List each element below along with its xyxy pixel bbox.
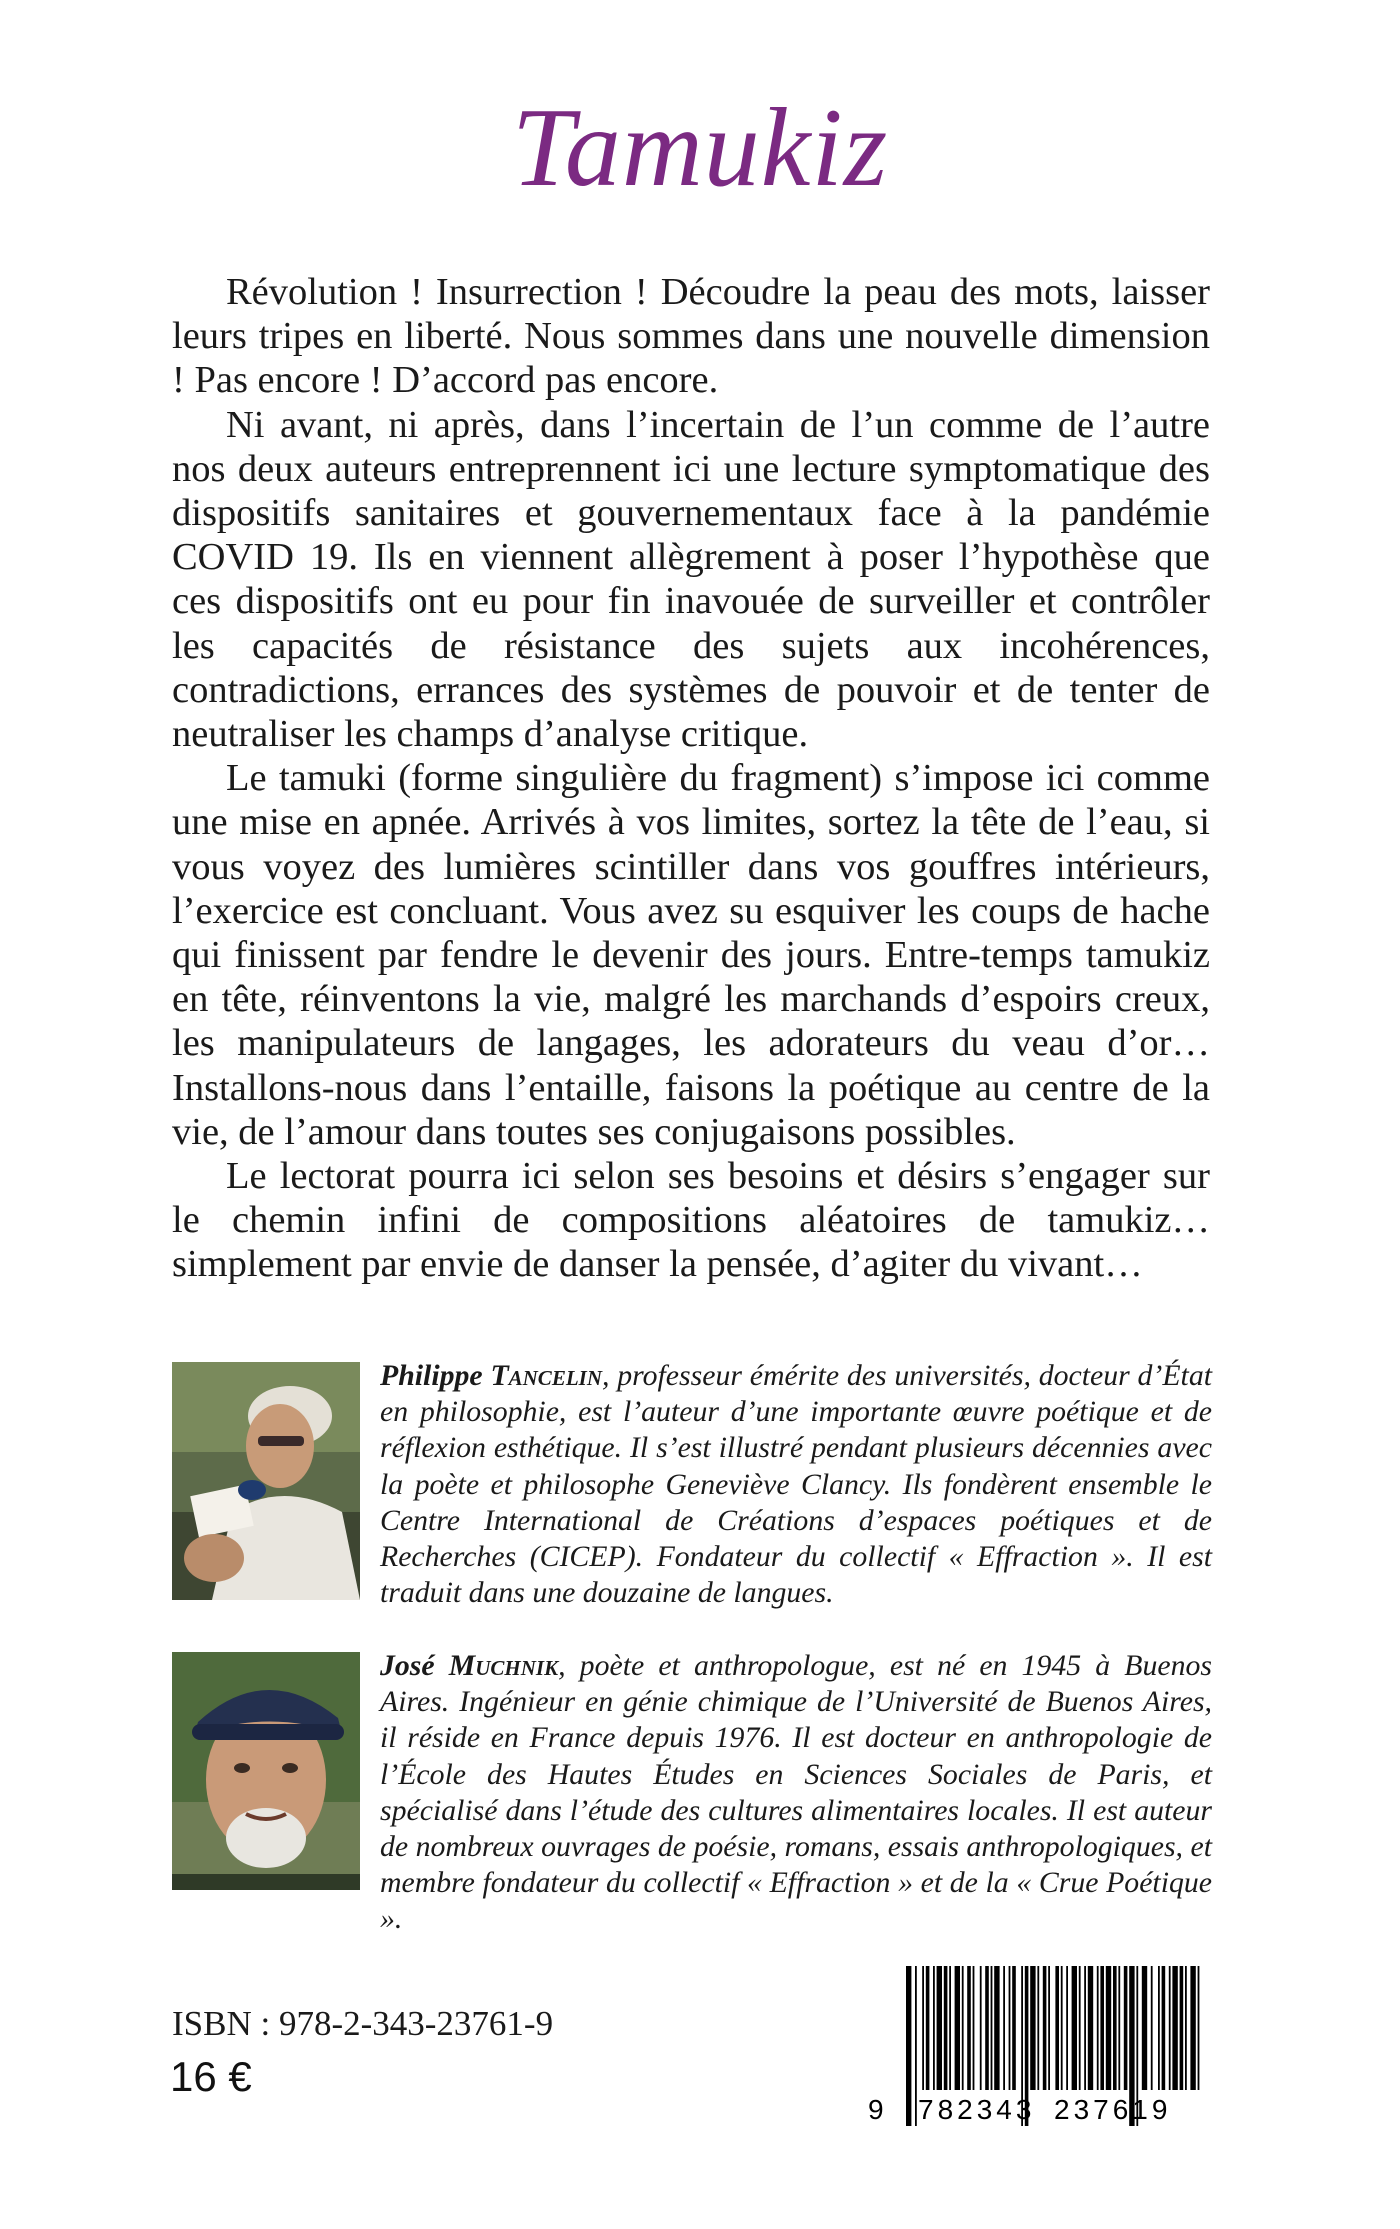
barcode-bar [962, 1966, 964, 2090]
barcode-bar [1169, 1966, 1171, 2090]
barcode-bar [1113, 1966, 1117, 2090]
barcode-bar [1198, 1966, 1200, 2090]
author-bio-text [380, 1648, 1212, 1938]
barcode-bar [955, 1966, 960, 2090]
barcode-bar [1043, 1966, 1047, 2090]
barcode-bar [1190, 1966, 1195, 2090]
barcode-bar [944, 1966, 948, 2090]
book-title: Tamukiz [511, 86, 889, 210]
barcode-bar [994, 1966, 999, 2090]
barcode-bar [933, 1966, 935, 2090]
barcode-bar [1037, 1966, 1039, 2090]
barcode-bar [1172, 1966, 1177, 2090]
author-first-name: Philippe [380, 1359, 483, 1392]
author-photo-muchnik [172, 1652, 360, 1890]
barcode-bar [991, 1966, 993, 2090]
blurb-paragraph: Le lectorat pourra ici selon ses besoins et désirs s’engager sur le chemin infini de compositions aléatoires de tamukiz… simplement par envie de danser la pensée, d’agiter du vivant… [172, 1155, 1210, 1286]
barcode-bar [1151, 1966, 1153, 2090]
barcode-bar [1100, 1966, 1104, 2090]
barcode-bar [906, 1966, 911, 2126]
barcode-bar [1084, 1966, 1086, 2090]
author-bio-description: , poète et anthropologue, est né en 1945 à Buenos Aires. Ingénieur en génie chimique de l’Université de Buenos Aires, il réside en France depuis 1976. Il est docteur en anthropologie de l’École des Hautes Études en Sciences Sociales de Paris, et spécialisé dans l’étude des cultures alimentaires locales. Il est auteur de nombreux ouvrages de poésie, romans, essais anthropologiques, et membre fondateur du collectif « Effraction » et de la « Crue Poétique ». [380, 1649, 1213, 1936]
barcode-bar [926, 1966, 930, 2090]
barcode-bar [1180, 1966, 1184, 2090]
barcode-bar [973, 1966, 975, 2090]
barcode-bar [1048, 1966, 1050, 2090]
barcode-digits-right: 237619 [1054, 2094, 1172, 2125]
barcode-bar [1072, 1966, 1077, 2090]
barcode-bar [1009, 1966, 1011, 2090]
barcode-bar [967, 1966, 971, 2090]
barcode-bar [1088, 1966, 1093, 2090]
barcode-bar [980, 1966, 982, 2090]
barcode-bar [922, 1966, 924, 2090]
barcode-bar [1003, 1966, 1005, 2090]
barcode-bar [915, 1966, 917, 2126]
barcode-digits-left: 782343 [918, 2094, 1036, 2125]
price: 16 € [170, 2053, 252, 2100]
author-bio-description: , professeur émérite des universités, docteur d’État en philosophie, est l’auteur d’une importante œuvre poétique et de réflexion esthétique. Il s’est illustré pendant plusieurs décennies avec la poète et philosophe Geneviève Clancy. Ils fondèrent ensemble le Centre International de Créations d’espaces poétiques et de Recherches (CICEP). Fondateur du collectif « Effraction ». Il est traduit dans une douzaine de langues. [380, 1359, 1212, 1610]
barcode-bar [1142, 1966, 1147, 2090]
barcode-bar [1106, 1966, 1111, 2090]
barcode-bar [949, 1966, 951, 2090]
author-bio-tancelin [172, 1359, 1212, 1610]
back-cover-blurb [172, 270, 1210, 1287]
isbn: ISBN : 978-2-343-23761-9 [172, 2004, 554, 2043]
barcode-bar [1158, 1966, 1160, 2090]
barcode-bar [1118, 1966, 1120, 2090]
blurb-paragraph: Révolution ! Insurrection ! Découdre la peau des mots, laisser leurs tripes en liberté. Nous sommes dans une nouvelle dimension ! Pas encore ! D’accord pas encore. [172, 271, 1210, 402]
barcode-first-digit: 9 [868, 2094, 888, 2125]
blurb-paragraph: Ni avant, ni après, dans l’incertain de l’un comme de l’autre nos deux auteurs entreprennent ici une lecture symptomatique des dispositifs sanitaires et gouvernementaux face à la pandémie COVID 19. Ils en viennent allègrement à poser l’hypothèse que ces dispositifs ont eu pour fin inavouée de surveiller et contrôler les capacités de résistance des sujets aux incohérences, contradictions, errances des systèmes de pouvoir et de tenter de neutraliser les champs d’analyse critique. [172, 403, 1210, 756]
barcode-bar [1055, 1966, 1059, 2090]
barcode-bar [937, 1966, 942, 2090]
barcode-bar [985, 1966, 989, 2090]
barcode-bar [1061, 1966, 1063, 2090]
barcode-bar [1030, 1966, 1035, 2090]
barcode-bar [1079, 1966, 1081, 2090]
author-bio-muchnik [172, 1649, 1213, 1936]
barcode-bar [1012, 1966, 1016, 2090]
author-photo-tancelin [172, 1362, 360, 1600]
barcode-bar [1066, 1966, 1068, 2090]
barcode-bar [1162, 1966, 1166, 2090]
author-last-name: Tancelin [490, 1359, 602, 1392]
author-last-name: Muchnik [448, 1649, 559, 1682]
blurb-paragraph: Le tamuki (forme singulière du fragment) s’impose ici comme une mise en apnée. Arrivés à vos limites, sortez la tête de l’eau, si vous voyez des lumières scintiller dans vos gouffres intérieurs, l’exercice est concluant. Vous avez su esquiver les coups de hache qui finissent par fendre le devenir des jours. Entre-temps tamukiz en tête, réinventons la vie, malgré les marchands d’espoirs creux, les manipulateurs de langages, les adorateurs du veau d’or… Installons-nous dans l’entaille, faisons la poétique au centre de la vie, de l’amour dans toutes ses conjugaisons possibles. [172, 757, 1210, 1153]
barcode-bar [1185, 1966, 1187, 2090]
barcode-bar [1097, 1966, 1099, 2090]
author-first-name: José [380, 1649, 435, 1682]
author-bio-text [380, 1358, 1212, 1611]
barcode-bar [1124, 1966, 1128, 2090]
